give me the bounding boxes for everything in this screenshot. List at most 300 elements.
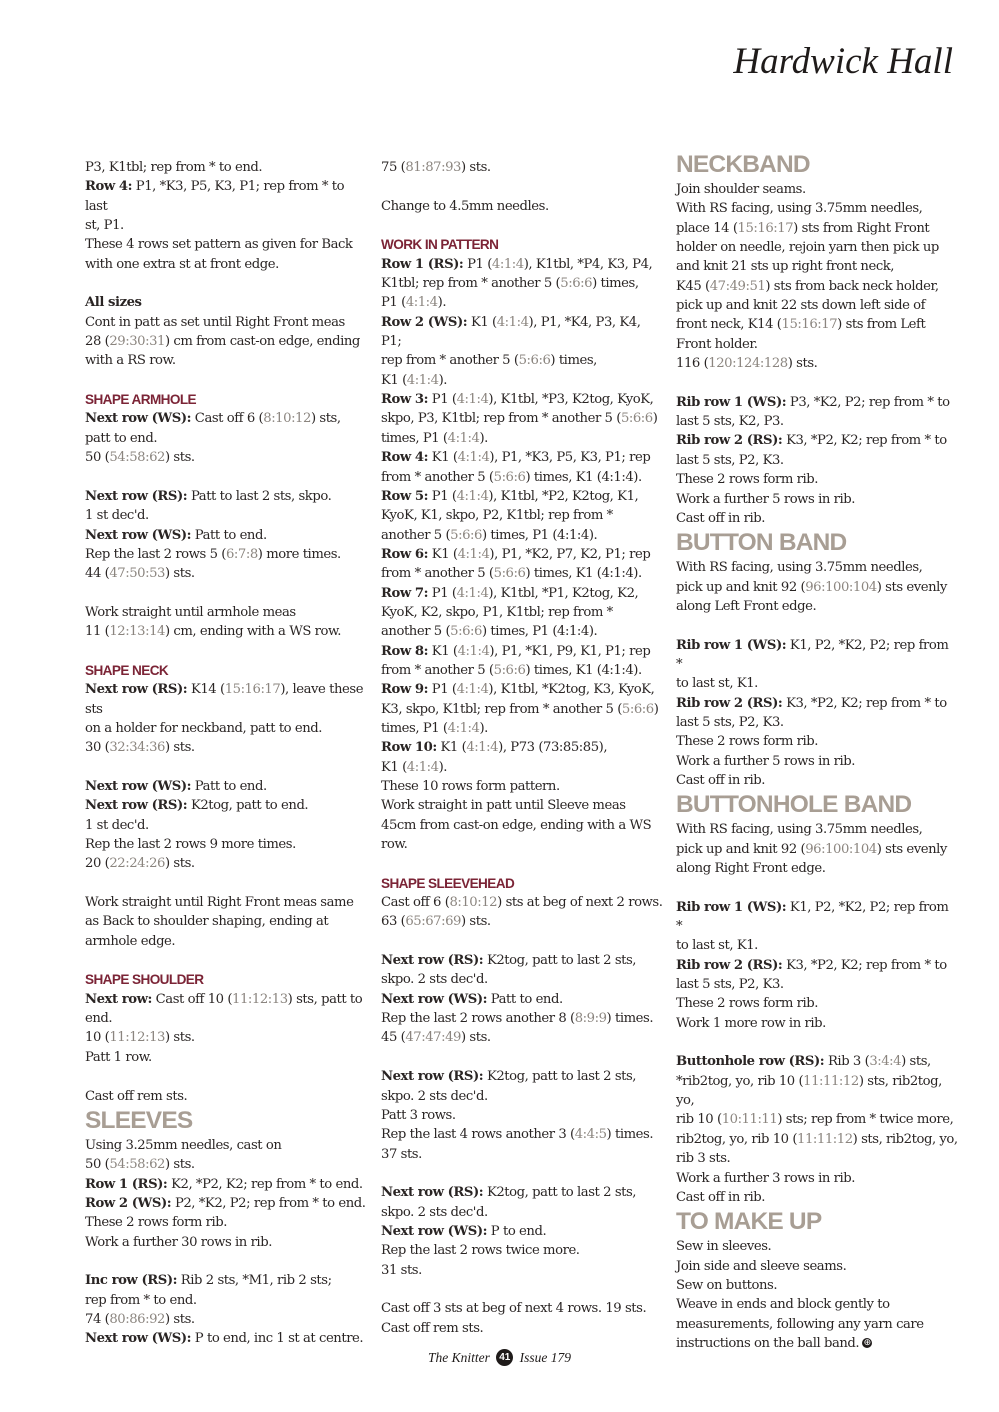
text-line — [676, 1276, 958, 1295]
text-line — [676, 490, 958, 509]
section-heading: NECKBAND — [676, 151, 810, 178]
text-run: another 5 ( — [381, 527, 451, 543]
text-run: K1 ( — [467, 314, 497, 330]
spacer — [381, 854, 663, 873]
size-values: 8:9:9 — [574, 1011, 607, 1027]
text-run: K1 ( — [436, 740, 467, 756]
bold-label: Row 4: — [381, 450, 429, 466]
size-values: 4:1:4 — [406, 759, 439, 775]
text-line — [676, 335, 958, 354]
text-run: Rep the last 2 rows another 8 ( — [381, 1011, 575, 1027]
text-run: With RS facing, using 3.75mm needles, — [676, 822, 923, 838]
bold-label: Row 3: — [381, 392, 429, 408]
text-line — [381, 429, 663, 448]
text-run: pick up and knit 22 sts down left side of — [676, 298, 926, 314]
text-run: ) sts, patt to — [287, 991, 363, 1007]
text-run: These 4 rows set pattern as given for Back — [85, 237, 353, 253]
text-line — [676, 1169, 958, 1188]
size-values: 12:13:14 — [109, 624, 165, 640]
spacer — [85, 584, 368, 603]
size-values: 4:1:4 — [447, 430, 480, 446]
text-run: rib 10 ( — [676, 1112, 722, 1128]
text-run: Cast off 3 sts at beg of next 4 rows. 19 sts. — [381, 1301, 647, 1317]
text-run: ) times, K1 (4:1:4). — [525, 566, 642, 582]
text-run: K1tbl; rep from * another 5 ( — [381, 276, 561, 292]
text-line — [381, 468, 663, 487]
size-values: 4:1:4 — [456, 392, 489, 408]
text-run: ) sts evenly — [876, 579, 947, 595]
page-number: 41 — [496, 1349, 513, 1366]
text-run: ) times, P1 (4:1:4). — [481, 527, 598, 543]
text-line — [381, 1299, 663, 1318]
bold-label: Row 1 (RS): — [85, 1176, 168, 1192]
text-run: rep from * to end. — [85, 1292, 197, 1308]
spacer — [85, 371, 368, 390]
bold-label: Rib row 2 (RS): — [676, 695, 783, 711]
text-run: These 2 rows form rib. — [676, 996, 819, 1012]
text-line — [381, 1125, 663, 1144]
text-line — [381, 274, 663, 293]
text-line — [676, 219, 958, 238]
text-run: K14 ( — [187, 682, 225, 698]
text-run: K1 ( — [428, 643, 458, 659]
text-run: ) sts from Left — [837, 317, 926, 333]
text-run: Patt 1 row. — [85, 1049, 152, 1065]
text-run: K1 ( — [381, 372, 407, 388]
text-run: K45 ( — [676, 278, 710, 294]
text-line — [85, 1213, 368, 1232]
text-line — [676, 315, 958, 334]
text-line — [381, 351, 663, 370]
text-run: 45 ( — [381, 1030, 406, 1046]
size-values: 47:47:49 — [405, 1030, 461, 1046]
text-run: another 5 ( — [381, 624, 451, 640]
text-line — [85, 1048, 368, 1067]
text-run: skpo. 2 sts dec'd. — [381, 1088, 488, 1104]
text-line — [381, 390, 663, 409]
page-title: Hardwick Hall — [733, 41, 953, 82]
issue-number: Issue 179 — [519, 1350, 571, 1365]
text-line — [381, 526, 663, 545]
text-run: Rep the last 2 rows 5 ( — [85, 546, 226, 562]
text-run: P1, *K3, P5, K3, P1; rep from * to last — [85, 179, 345, 214]
bold-label: Next row (RS): — [381, 1185, 484, 1201]
text-run: Work a further 5 rows in rib. — [676, 753, 855, 769]
text-run: Using 3.25mm needles, cast on — [85, 1137, 282, 1153]
text-run: ). — [437, 295, 447, 311]
text-run: ) sts. — [164, 856, 195, 872]
text-run: Patt to end. — [191, 527, 267, 543]
text-run: Change to 4.5mm needles. — [381, 198, 549, 214]
spacer — [85, 468, 368, 487]
text-line — [676, 257, 958, 276]
text-run: Join shoulder seams. — [676, 182, 806, 197]
text-line — [85, 1329, 368, 1348]
text-run: last 5 sts, K2, P3. — [676, 414, 784, 430]
size-values: 8:10:12 — [263, 411, 311, 427]
text-run: 10 ( — [85, 1030, 110, 1046]
section-heading: TO MAKE UP — [676, 1208, 822, 1236]
section-heading: BUTTONHOLE BAND — [676, 791, 912, 819]
text-line — [381, 796, 663, 815]
spacer — [381, 1048, 663, 1067]
column-1 — [85, 158, 368, 1349]
text-line — [85, 448, 368, 467]
size-values: 4:1:4 — [456, 682, 489, 698]
end-icon: ⊕ — [863, 1338, 871, 1349]
text-run: to last st, K1. — [676, 938, 758, 954]
size-values: 8:10:12 — [449, 895, 498, 911]
text-line — [85, 1087, 368, 1106]
text-run: K1 ( — [428, 546, 458, 562]
text-line — [85, 1271, 368, 1290]
text-run: times, P1 ( — [381, 430, 448, 446]
text-run: ) — [652, 411, 658, 427]
text-line — [676, 199, 958, 218]
text-line — [676, 558, 958, 577]
text-run: Rep the last 2 rows 9 more times. — [85, 837, 296, 853]
text-run: ), P1, *K4, P3, K4, P1; — [381, 314, 641, 350]
text-run: These 2 rows form rib. — [85, 1215, 228, 1231]
text-run: ), K1tbl, *P1, K2tog, K2, — [488, 585, 639, 601]
text-line — [381, 1203, 663, 1222]
text-run: ) — [653, 701, 659, 717]
text-line — [381, 777, 663, 796]
bold-label: Row 2 (WS): — [85, 1195, 172, 1211]
text-run: 75 ( — [381, 160, 406, 175]
text-line — [381, 584, 663, 603]
spacer — [381, 932, 663, 951]
text-line — [381, 1319, 663, 1338]
text-run: ), P1, *K2, P7, K2, P1; rep — [489, 546, 651, 562]
text-run: ) sts, — [310, 411, 341, 427]
text-line — [381, 371, 663, 390]
text-run: P1 ( — [428, 682, 457, 698]
text-run: last 5 sts, P2, K3. — [676, 452, 784, 468]
size-values: 120:124:128 — [708, 356, 788, 372]
text-line — [676, 956, 958, 975]
text-line — [381, 680, 663, 699]
spacer — [85, 1067, 368, 1086]
text-line — [676, 820, 958, 839]
bold-label: Next row (RS): — [85, 798, 188, 814]
text-line — [85, 158, 368, 177]
text-line — [676, 1052, 958, 1071]
size-values: 5:6:6 — [518, 353, 551, 369]
size-values: 15:16:17 — [737, 220, 794, 236]
text-run: rib 3 sts. — [676, 1151, 731, 1167]
size-values: 4:1:4 — [496, 314, 529, 330]
text-run: With RS facing, using 3.75mm needles, — [676, 560, 923, 576]
text-run: Work straight in patt until Sleeve meas — [381, 798, 626, 814]
bold-label: Next row (WS): — [85, 779, 192, 794]
spacer — [85, 642, 368, 661]
bold-label: Row 9: — [381, 682, 429, 698]
text-run: 45cm from cast-on edge, ending with a WS — [381, 817, 652, 833]
bold-label: Rib row 1 (WS): — [676, 899, 787, 915]
spacer — [85, 951, 368, 970]
text-line — [85, 1028, 368, 1047]
text-run: Cast off 6 ( — [381, 895, 450, 911]
text-line — [85, 409, 368, 428]
bold-label: Rib row 2 (RS): — [676, 957, 783, 973]
text-line — [676, 1110, 958, 1129]
text-run: Rib 2 sts, *M1, rib 2 sts; — [177, 1273, 332, 1289]
bold-label: Next row (RS): — [381, 953, 484, 969]
text-line — [381, 990, 663, 1009]
size-values: 22:24:26 — [109, 856, 165, 872]
text-line — [381, 661, 663, 680]
text-run: 20 ( — [85, 856, 110, 872]
text-run: Rib 3 ( — [824, 1054, 870, 1070]
text-run: place 14 ( — [676, 220, 738, 236]
size-values: 11:11:12 — [797, 1131, 853, 1147]
text-run: ) sts. — [787, 356, 818, 372]
text-run: These 2 rows form rib. — [676, 472, 819, 488]
text-line — [85, 1175, 368, 1194]
text-line — [676, 1014, 958, 1033]
text-line — [85, 932, 368, 951]
text-run: ) times, — [550, 353, 597, 369]
text-line — [676, 898, 958, 937]
text-line — [381, 506, 663, 525]
spacer — [85, 874, 368, 893]
text-run: skpo, P3, K1tbl; rep from * another 5 ( — [381, 411, 621, 427]
text-run: Cast off in rib. — [676, 510, 765, 526]
spacer — [381, 1164, 663, 1183]
text-run: ) times, P1 (4:1:4). — [481, 624, 598, 640]
bold-label: Buttonhole row (RS): — [676, 1054, 825, 1070]
text-run: Cast off 6 ( — [191, 411, 264, 427]
text-run: 37 sts. — [381, 1146, 422, 1162]
text-run: ) sts. — [164, 1157, 195, 1173]
magazine-name: The Knitter — [427, 1350, 490, 1365]
size-values: 47:50:53 — [109, 566, 165, 582]
size-values: 47:49:51 — [709, 278, 766, 294]
section-subheading: SHAPE SLEEVEHEAD — [381, 875, 515, 891]
text-line — [381, 642, 663, 661]
text-line — [676, 451, 958, 470]
text-run: patt to end. — [85, 430, 158, 446]
text-line — [85, 622, 368, 641]
size-values: 10:11:11 — [721, 1112, 778, 1128]
size-values: 11:11:12 — [803, 1073, 859, 1089]
size-values: 5:6:6 — [450, 624, 482, 640]
page-footer — [0, 1350, 999, 1367]
text-run: K1 ( — [381, 759, 407, 775]
text-run: from * another 5 ( — [381, 566, 494, 582]
text-run: rep from * another 5 ( — [381, 353, 519, 369]
text-line — [676, 674, 958, 693]
section-subheading: SHAPE SHOULDER — [85, 972, 204, 988]
column-3 — [676, 150, 958, 1353]
text-run: from * another 5 ( — [381, 662, 494, 678]
text-line — [676, 732, 958, 751]
bold-label: Rib row 1 (WS): — [676, 637, 787, 653]
text-run: Sew in sleeves. — [676, 1239, 772, 1255]
text-run: ) sts from back neck holder, — [765, 278, 939, 294]
text-line — [85, 603, 368, 622]
text-run: end. — [85, 1011, 113, 1027]
text-run: K2tog, patt to last 2 sts, — [483, 1185, 637, 1201]
text-run: KyoK, K1, skpo, P2, K1tbl; rep from * — [381, 508, 613, 524]
size-values: 65:67:69 — [405, 914, 461, 930]
text-run: ) sts, rib2tog, yo, — [852, 1131, 958, 1147]
text-run: Cast off rem sts. — [381, 1320, 484, 1336]
text-run: ), K1tbl, *P4, K3, P4, — [523, 256, 653, 272]
text-line — [676, 694, 958, 713]
text-run: Patt 3 rows. — [381, 1107, 456, 1123]
text-run: These 10 rows form pattern. — [381, 779, 560, 794]
text-run: 74 ( — [85, 1311, 110, 1327]
text-run: P1 ( — [463, 256, 492, 272]
text-line — [381, 293, 663, 312]
text-run: ) cm from cast-on edge, ending — [164, 334, 360, 350]
text-run: ), K1tbl, *P2, K2tog, K1, — [488, 488, 639, 504]
size-values: 4:1:4 — [456, 585, 489, 601]
text-line — [381, 487, 663, 506]
section-subheading: WORK IN PATTERN — [381, 237, 499, 253]
size-values: 54:58:62 — [109, 1157, 165, 1173]
text-run: Cont in patt as set until Right Front meas — [85, 314, 345, 330]
size-values: 4:1:4 — [491, 256, 524, 272]
text-run: Weave in ends and block gently to — [676, 1297, 890, 1313]
text-line — [676, 975, 958, 994]
bold-label: Next row (WS): — [381, 991, 488, 1007]
text-run: KyoK, K2, skpo, P1, K1tbl; rep from * — [381, 604, 613, 620]
text-run: With RS facing, using 3.75mm needles, — [676, 201, 923, 217]
text-line — [85, 545, 368, 564]
text-line — [676, 354, 958, 373]
text-run: K3, *P2, K2; rep from * to — [782, 695, 947, 711]
text-run: 1 st dec'd. — [85, 817, 149, 833]
bold-label: Row 10: — [381, 740, 437, 756]
text-line — [381, 1241, 663, 1260]
text-run: st, P1. — [85, 218, 124, 234]
size-values: 5:6:6 — [560, 276, 593, 292]
text-run: skpo. 2 sts dec'd. — [381, 1204, 488, 1220]
text-line — [676, 1130, 958, 1149]
text-run: with one extra st at front edge. — [85, 256, 279, 272]
bold-label: Row 7: — [381, 585, 429, 601]
size-values: 4:1:4 — [466, 740, 499, 756]
text-line — [381, 313, 663, 352]
text-run: K2, *P2, K2; rep from * to end. — [167, 1176, 363, 1192]
text-line — [676, 393, 958, 412]
text-run: ) more times. — [257, 546, 341, 562]
size-values: 5:6:6 — [493, 662, 526, 678]
size-values: 5:6:6 — [493, 469, 526, 485]
section-heading: BUTTON BAND — [676, 529, 847, 557]
text-run: ), K1tbl, *P3, K2tog, KyoK, — [488, 392, 654, 408]
text-line — [676, 470, 958, 489]
text-run: K3, *P2, K2; rep from * to — [782, 957, 947, 973]
text-line — [676, 1188, 958, 1207]
text-line — [676, 994, 958, 1013]
text-run: along Left Front edge. — [676, 598, 817, 614]
text-line — [676, 1072, 958, 1111]
text-line — [85, 816, 368, 835]
size-values: 54:58:62 — [109, 450, 165, 466]
text-run: ). — [479, 430, 488, 446]
text-run: along Right Front edge. — [676, 861, 826, 876]
text-run: to last st, K1. — [676, 676, 758, 692]
text-line — [676, 1295, 958, 1314]
text-run: skpo. 2 sts dec'd. — [381, 972, 488, 988]
text-run: Cast off in rib. — [676, 1189, 765, 1205]
text-line — [85, 1155, 368, 1174]
text-run: Work straight until armhole meas — [85, 604, 296, 620]
text-line — [85, 1233, 368, 1252]
text-run: measurements, following any yarn care — [676, 1316, 924, 1332]
text-run: armhole edge. — [85, 933, 176, 949]
spacer — [85, 1252, 368, 1271]
text-line — [85, 835, 368, 854]
text-run: 50 ( — [85, 1157, 110, 1173]
text-line — [676, 1257, 958, 1276]
text-line — [676, 1149, 958, 1168]
text-run: ) times. — [606, 1127, 654, 1143]
text-line — [381, 1106, 663, 1125]
text-line — [381, 1222, 663, 1241]
size-values: 4:1:4 — [457, 643, 490, 659]
text-line — [381, 1009, 663, 1028]
text-line — [85, 893, 368, 912]
text-line — [381, 564, 663, 583]
text-run: P1 ( — [428, 585, 457, 601]
size-values: 5:6:6 — [621, 701, 654, 717]
text-run: front neck, K14 ( — [676, 317, 782, 333]
text-run: Patt to end. — [487, 991, 563, 1007]
text-line — [381, 835, 663, 854]
text-line — [381, 622, 663, 641]
text-line — [85, 1136, 368, 1155]
text-run: P1 ( — [381, 295, 406, 311]
text-run: last 5 sts, P2, K3. — [676, 977, 784, 993]
text-line — [676, 296, 958, 315]
text-line — [676, 238, 958, 257]
text-run: ) sts. — [164, 566, 195, 582]
text-run: row. — [381, 837, 408, 853]
text-run: *rib2tog, yo, rib 10 ( — [676, 1073, 804, 1089]
text-run: ) sts. — [164, 450, 195, 466]
text-run: Work a further 3 rows in rib. — [676, 1170, 855, 1186]
size-values: 5:6:6 — [493, 566, 526, 582]
size-values: 5:6:6 — [450, 527, 482, 543]
text-run: times, P1 ( — [381, 720, 448, 736]
text-line — [676, 840, 958, 859]
text-run: K1, P2, *K2, P2; rep from * — [676, 899, 949, 935]
text-run: ) times. — [606, 1011, 654, 1027]
text-run: Work a further 5 rows in rib. — [676, 491, 855, 507]
text-run: with a RS row. — [85, 353, 176, 369]
bold-label: Next row (RS): — [381, 1069, 484, 1085]
text-line — [676, 597, 958, 616]
text-run: rib2tog, yo, rib 10 ( — [676, 1131, 798, 1147]
text-run: K1 ( — [428, 450, 458, 466]
text-line — [676, 936, 958, 955]
text-run: P to end, inc 1 st at centre. — [191, 1331, 364, 1347]
text-line — [676, 277, 958, 296]
text-line — [676, 1237, 958, 1256]
text-run: Cast off rem sts. — [85, 1088, 188, 1104]
text-run: Patt to last 2 sts, skpo. — [187, 488, 332, 504]
bold-label: Inc row (RS): — [85, 1273, 178, 1289]
text-run: instructions on the ball band. — [676, 1335, 860, 1351]
size-values: 11:12:13 — [232, 991, 288, 1007]
text-line — [381, 738, 663, 757]
size-values: 6:7:8 — [225, 546, 258, 562]
